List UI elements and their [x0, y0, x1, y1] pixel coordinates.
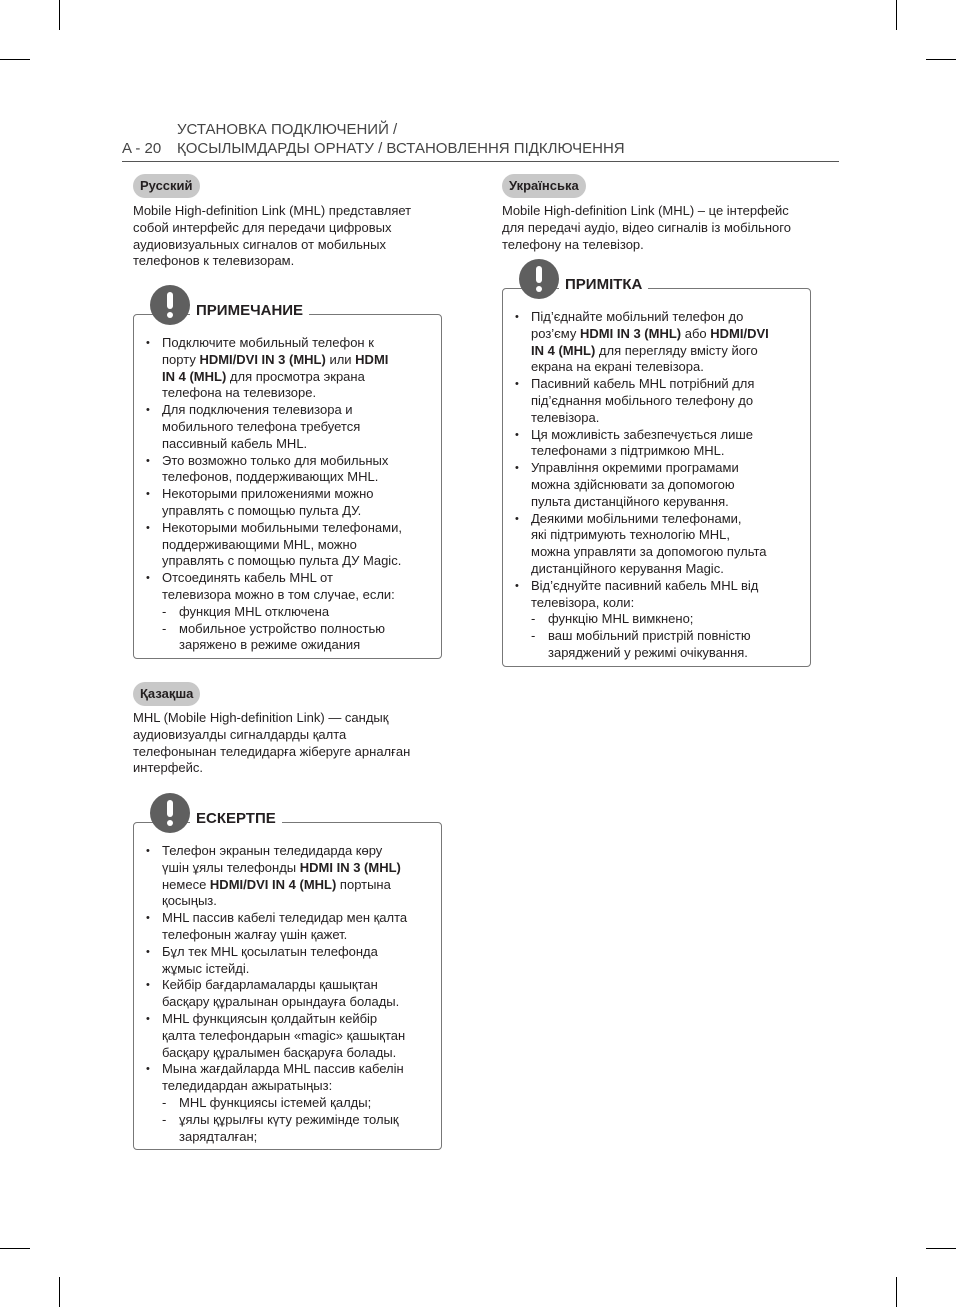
lang-badge-kazakh: Қазақша: [133, 682, 200, 706]
note-item: • Деякими мобільними телефонами, які підтримують технологію MHL, можна управляти за допомогою пульта дистанційного керування Magic.: [513, 511, 798, 578]
note-title: ПРИМЕЧАНИЕ: [190, 302, 309, 319]
note-item: • Пасивний кабель MHL потрібний для під’єднання мобільного телефону до телевізора.: [513, 376, 798, 426]
crop-mark: [0, 59, 30, 60]
intro-line: Mobile High-definition Link (MHL) представляет: [133, 203, 412, 218]
note-item: • Бұл тек MHL қосылатын телефонда жұмыс істейді.: [144, 944, 429, 978]
intro-line: собой интерфейс для передачи цифровых: [133, 219, 392, 235]
crop-mark: [896, 1277, 897, 1307]
section-title-line2: ҚОСЫЛЫМДАРДЫ ОРНАТУ / ВСТАНОВЛЕННЯ ПІДКЛЮЧЕННЯ: [177, 140, 625, 157]
exclamation-icon: [150, 285, 190, 325]
note-title: ЕСКЕРТПЕ: [190, 810, 282, 827]
intro-russian: [133, 203, 453, 270]
note-item: • MHL функциясын қолдайтын кейбір қалта телефондарын «magic» қашықтан басқару құралымен басқаруға болады.: [144, 1011, 429, 1061]
intro-line: интерфейс.: [133, 760, 204, 776]
intro-line: аудиовизуалды сигналдарды қалта: [133, 726, 347, 742]
crop-mark: [926, 59, 956, 60]
intro-line: телефону на телевізор.: [502, 236, 644, 252]
intro-line: телефонынан теледидарға жіберуге арналған: [133, 743, 411, 759]
intro-kazakh: [133, 710, 453, 777]
note-subitem: - мобильное устройство полностью заряжено в режиме ожидания: [144, 621, 429, 655]
note-item: • Мына жағдайларда MHL пассив кабелін теледидардан ажыратыңыз:: [144, 1061, 429, 1095]
note-item: • Некоторыми мобильными телефонами, поддерживающими MHL, можно управлять с помощью пульта ДУ Magic.: [144, 520, 429, 570]
crop-mark: [59, 1277, 60, 1307]
intro-line: телефонов к телевизорам.: [133, 253, 295, 269]
note-item: • Управління окремими програмами можна здійснювати за допомогою пульта дистанційного керування.: [513, 460, 798, 510]
note-item: • Для подключения телевизора и мобильного телефона требуется пассивный кабель MHL.: [144, 402, 429, 452]
note-item: • Під’єднайте мобільний телефон до роз’єму HDMI IN 3 (MHL) або HDMI/DVI IN 4 (MHL) для перегляду вмісту його екрана на екрані телевізора.: [513, 309, 798, 376]
note-list: [513, 309, 798, 662]
exclamation-icon: [519, 259, 559, 299]
note-subitem: - MHL функциясы істемей қалды;: [144, 1095, 429, 1112]
note-item: • Від’єднуйте пасивний кабель MHL від телевізора, коли:: [513, 578, 798, 612]
lang-badge-ukrainian: Українська: [502, 174, 586, 198]
note-item: • Некоторыми приложениями можно управлять с помощью пульта ДУ.: [144, 486, 429, 520]
note-item: • Подключите мобильный телефон к порту HDMI/DVI IN 3 (MHL) или HDMI IN 4 (MHL) для просмотра экрана телефона на телевизоре.: [144, 335, 429, 402]
note-subitem: - функцію MHL вимкнено;: [513, 611, 798, 628]
section-title-line1: УСТАНОВКА ПОДКЛЮЧЕНИЙ /: [177, 121, 398, 138]
crop-mark: [0, 1248, 30, 1249]
note-item: • Это возможно только для мобильных телефонов, поддерживающих MHL.: [144, 453, 429, 487]
note-list: [144, 843, 429, 1145]
intro-line: для передачі аудіо, відео сигналів із мобільного: [502, 219, 791, 235]
crop-mark: [896, 0, 897, 30]
crop-mark: [926, 1248, 956, 1249]
intro-line: Mobile High-definition Link (MHL) – це інтерфейс: [502, 203, 789, 218]
note-box-kazakh: [133, 810, 442, 1150]
note-subitem: - функция MHL отключена: [144, 604, 429, 621]
note-item: • Ця можливість забезпечується лише телефонами з підтримкою MHL.: [513, 427, 798, 461]
note-list: [144, 335, 429, 654]
note-item: • Отсоединять кабель MHL от телевизора можно в том случае, если:: [144, 570, 429, 604]
note-subitem: - ваш мобільний пристрій повністю заряджений у режимі очікування.: [513, 628, 798, 662]
note-subitem: - ұялы құрылғы күту режимінде толық зарядталған;: [144, 1112, 429, 1146]
note-title: ПРИМІТКА: [559, 276, 648, 293]
exclamation-icon: [150, 793, 190, 833]
note-item: • Кейбір бағдарламаларды қашықтан басқару құралынан орындауға болады.: [144, 977, 429, 1011]
intro-ukrainian: [502, 203, 822, 253]
page-number: A - 20: [122, 140, 162, 157]
crop-mark: [59, 0, 60, 30]
note-box-ukrainian: [502, 276, 811, 667]
intro-line: MHL (Mobile High-definition Link) — сандық: [133, 710, 389, 725]
note-item: • MHL пассив кабелі теледидар мен қалта телефонын жалғау үшін қажет.: [144, 910, 429, 944]
intro-line: аудиовизуальных сигналов от мобильных: [133, 236, 386, 252]
header-rule: [122, 161, 839, 162]
note-box-russian: [133, 302, 442, 659]
lang-badge-russian: Русский: [133, 174, 200, 198]
note-item: • Телефон экранын теледидарда көру үшін ұялы телефонды HDMI IN 3 (MHL) немесе HDMI/DVI IN 4 (MHL) портына қосыңыз.: [144, 843, 429, 910]
